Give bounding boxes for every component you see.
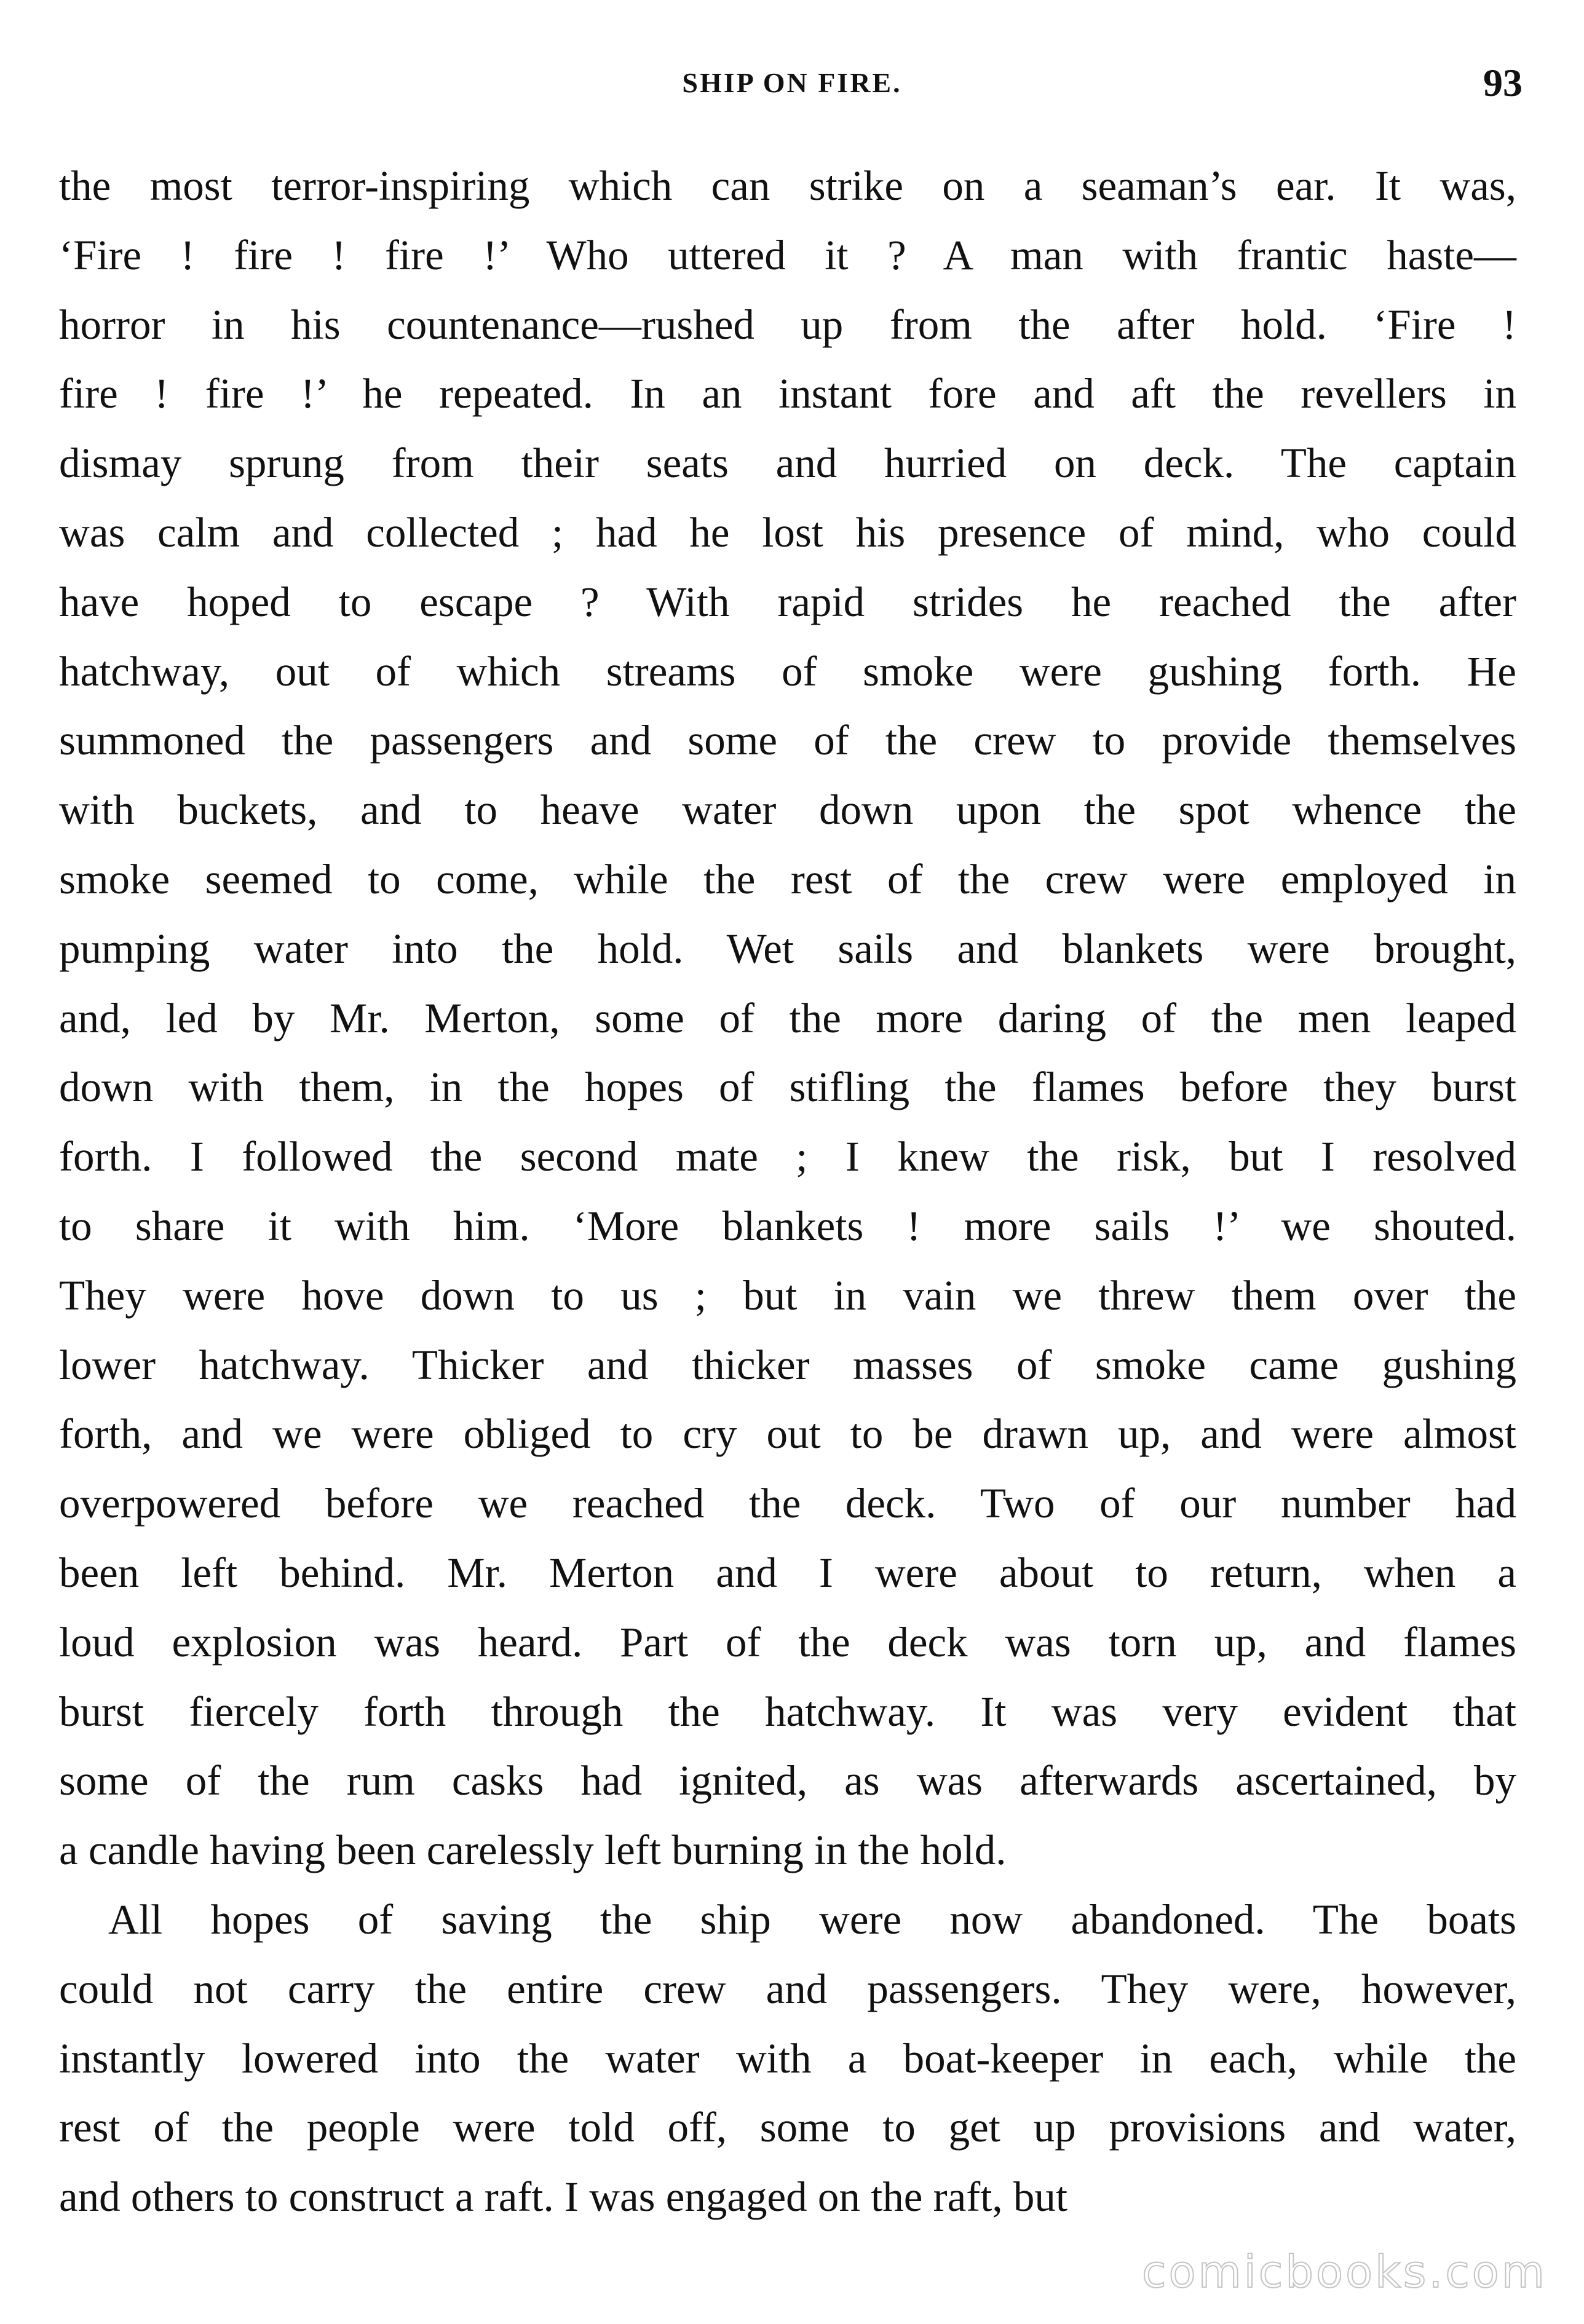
text-line: pumping water into the hold. Wet sails and blankets were brought, bbox=[59, 925, 1516, 972]
text-line: lower hatchway. Thicker and thicker masses of smoke came gushing bbox=[59, 1341, 1516, 1388]
text-line: and others to construct a raft. I was engaged on the raft, but bbox=[59, 2173, 1068, 2221]
text-line: a candle having been carelessly left burning in the hold. bbox=[59, 1827, 1007, 1874]
body-text bbox=[59, 151, 1516, 2232]
text-line: loud explosion was heard. Part of the deck was torn up, and flames bbox=[59, 1618, 1516, 1666]
text-line: was calm and collected ; had he lost his presence of mind, who could bbox=[59, 508, 1516, 556]
running-title: SHIP ON FIRE. bbox=[682, 67, 902, 98]
text-line: could not carry the entire crew and passengers. They were, however, bbox=[59, 1965, 1516, 2012]
watermark-logo: comicbooks.com bbox=[1141, 2246, 1547, 2298]
text-line: the most terror-inspiring which can strike on a seaman’s ear. It was, bbox=[59, 162, 1516, 209]
paragraph bbox=[59, 151, 1516, 1885]
text-line: hatchway, out of which streams of smoke were gushing forth. He bbox=[59, 647, 1516, 695]
page-number: 93 bbox=[1483, 61, 1523, 105]
text-line: forth. I followed the second mate ; I knew the risk, but I resolved bbox=[59, 1133, 1516, 1180]
text-line: have hoped to escape ? With rapid strides he reached the after bbox=[59, 578, 1516, 625]
text-line: fire ! fire !’ he repeated. In an instant fore and aft the revellers in bbox=[59, 370, 1516, 417]
text-line: with buckets, and to heave water down upon the spot whence the bbox=[59, 786, 1516, 834]
text-line: rest of the people were told off, some to get up provisions and water, bbox=[59, 2104, 1516, 2151]
text-line: They were hove down to us ; but in vain we threw them over the bbox=[59, 1271, 1516, 1319]
text-line: forth, and we were obliged to cry out to be drawn up, and were almost bbox=[59, 1410, 1516, 1458]
text-line: down with them, in the hopes of stifling the flames before they burst bbox=[59, 1064, 1516, 1111]
text-line: instantly lowered into the water with a boat-keeper in each, while the bbox=[59, 2034, 1516, 2082]
running-head bbox=[0, 61, 1584, 105]
text-line: smoke seemed to come, while the rest of the crew were employed in bbox=[59, 855, 1516, 903]
text-line: to share it with him. ‘More blankets ! more sails !’ we shouted. bbox=[59, 1202, 1516, 1249]
text-line: overpowered before we reached the deck. Two of our number had bbox=[59, 1480, 1516, 1527]
paragraph bbox=[59, 1885, 1516, 2232]
text-line: summoned the passengers and some of the crew to provide themselves bbox=[59, 717, 1516, 764]
text-line: been left behind. Mr. Merton and I were about to return, when a bbox=[59, 1549, 1516, 1596]
text-line: ‘Fire ! fire ! fire !’ Who uttered it ? A man with frantic haste— bbox=[59, 231, 1516, 279]
text-line: some of the rum casks had ignited, as was afterwards ascertained, by bbox=[59, 1757, 1516, 1804]
text-line: All hopes of saving the ship were now abandoned. The boats bbox=[108, 1895, 1516, 1943]
text-line: dismay sprung from their seats and hurried on deck. The captain bbox=[59, 440, 1516, 487]
text-line: burst fiercely forth through the hatchway. It was very evident that bbox=[59, 1688, 1516, 1735]
text-line: and, led by Mr. Merton, some of the more daring of the men leaped bbox=[59, 994, 1516, 1041]
text-line: horror in his countenance—rushed up from the after hold. ‘Fire ! bbox=[59, 301, 1516, 348]
